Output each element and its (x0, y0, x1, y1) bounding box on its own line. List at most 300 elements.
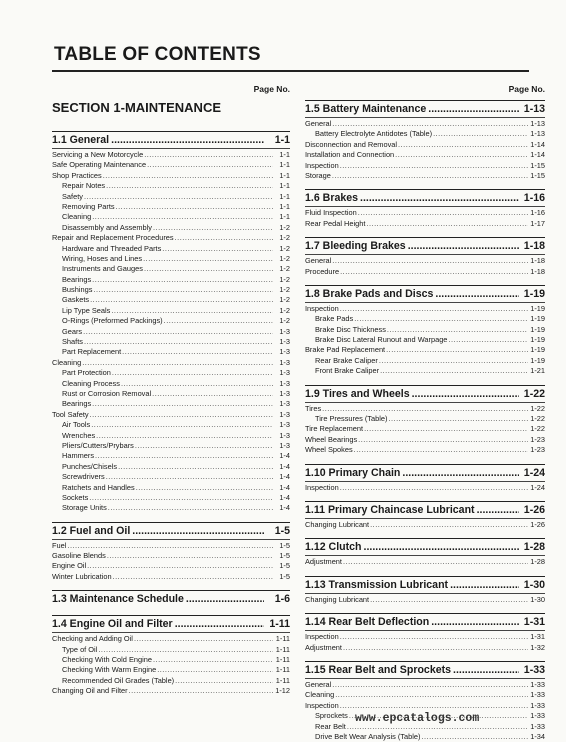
toc-entry[interactable] (52, 634, 290, 644)
toc-entry[interactable] (52, 327, 290, 337)
dot-leader (98, 645, 273, 655)
dot-leader (107, 551, 273, 561)
entry-page: 1-21 (530, 366, 545, 376)
subsection-heading[interactable] (305, 287, 545, 302)
dot-leader (121, 379, 273, 389)
entry-page: 1-33 (530, 700, 545, 710)
page-no-label-left: Page No. (253, 84, 290, 94)
entry-page: 1-19 (530, 314, 545, 324)
toc-entry[interactable] (305, 366, 545, 376)
entry-label: Drive Belt Wear Analysis (Table) (315, 731, 421, 741)
toc-entry[interactable] (305, 632, 545, 642)
toc-entry[interactable] (305, 445, 545, 455)
dot-leader (408, 239, 519, 254)
dot-leader (82, 358, 273, 368)
toc-entry[interactable] (305, 701, 545, 711)
subsection-page: 1-26 (523, 503, 545, 516)
toc-entry[interactable] (305, 356, 545, 366)
entry-label: Cleaning (305, 690, 335, 700)
dot-leader (431, 615, 519, 630)
entry-label: Tire Replacement (305, 424, 364, 434)
entry-page: 1-32 (530, 642, 545, 652)
dot-leader (143, 254, 273, 264)
entry-label: Sprockets (315, 711, 348, 721)
dot-leader (332, 256, 528, 266)
entry-label: Sockets (62, 492, 89, 502)
toc-entry[interactable] (52, 665, 290, 675)
toc-entry[interactable] (305, 150, 545, 160)
entry-page: 1-3 (279, 357, 290, 367)
dot-leader (116, 202, 273, 212)
dot-leader (380, 366, 528, 376)
toc-entry[interactable] (305, 140, 545, 150)
toc-entry[interactable] (305, 680, 545, 690)
toc-entry[interactable] (52, 337, 290, 347)
subsection-rule (305, 630, 545, 631)
toc-entry[interactable] (305, 314, 545, 324)
subsection-heading[interactable] (305, 239, 545, 254)
entry-page: 1-31 (530, 632, 545, 642)
subsection-title: 1.3 Maintenance Schedule (52, 593, 184, 606)
dot-leader (90, 410, 273, 420)
toc-entry[interactable] (52, 212, 290, 222)
entry-page: 1-2 (279, 264, 290, 274)
subsection-heading[interactable] (305, 191, 545, 206)
entry-page: 1-5 (279, 551, 290, 561)
entry-page: 1-1 (279, 170, 290, 180)
toc-entry[interactable] (52, 316, 290, 326)
entry-page: 1-4 (279, 492, 290, 502)
entry-page: 1-23 (530, 445, 545, 455)
subsection-title: 1.2 Fuel and Oil (52, 524, 131, 537)
toc-entry[interactable] (305, 424, 545, 434)
entry-page: 1-34 (530, 731, 545, 741)
entry-page: 1-19 (530, 355, 545, 365)
entry-page: 1-3 (279, 388, 290, 398)
entry-label: Tires (305, 403, 322, 413)
entry-label: General (305, 679, 332, 689)
entry-page: 1-3 (279, 347, 290, 357)
dot-leader (477, 503, 519, 518)
toc-entry[interactable] (305, 595, 545, 605)
dot-leader (84, 337, 273, 347)
toc-subsection (52, 590, 290, 607)
toc-entry[interactable] (52, 399, 290, 409)
entry-page: 1-13 (530, 129, 545, 139)
subsection-rule (305, 678, 545, 679)
toc-entry[interactable] (305, 435, 545, 445)
toc-entry[interactable] (52, 233, 290, 243)
subsection-heading[interactable] (305, 578, 545, 593)
dot-leader (175, 233, 273, 243)
dot-leader (332, 171, 528, 181)
subsection-page: 1-33 (523, 663, 545, 676)
dot-leader (340, 701, 528, 711)
entry-page: 1-3 (279, 368, 290, 378)
dot-leader (144, 150, 273, 160)
toc-entry[interactable] (52, 181, 290, 191)
dot-leader (92, 399, 273, 409)
toc-entry[interactable] (305, 483, 545, 493)
dot-leader (450, 578, 519, 593)
toc-entry[interactable] (52, 572, 290, 582)
toc-entry[interactable] (305, 690, 545, 700)
toc-subsection (52, 522, 290, 583)
entry-label: Disconnection and Removal (305, 139, 398, 149)
toc-entry[interactable] (52, 358, 290, 368)
dot-leader (108, 503, 273, 513)
entry-label: Changing Oil and Filter (52, 686, 128, 696)
dot-leader (354, 314, 528, 324)
entry-label: Instruments and Gauges (62, 264, 143, 274)
entry-label: Type of Oil (62, 644, 98, 654)
toc-entry[interactable] (305, 325, 545, 335)
subsection-heading[interactable] (305, 663, 545, 678)
entry-page: 1-33 (530, 679, 545, 689)
dot-leader (153, 655, 273, 665)
toc-subsection (305, 661, 545, 742)
subsection-heading[interactable] (52, 592, 290, 607)
entry-page: 1-19 (530, 303, 545, 313)
dot-leader (112, 368, 273, 378)
entry-label: Procedure (305, 266, 340, 276)
entry-page: 1-2 (279, 305, 290, 315)
toc-entry[interactable] (305, 304, 545, 314)
dot-leader (343, 643, 528, 653)
subsection-title: 1.13 Transmission Lubricant (305, 578, 449, 591)
dot-leader (89, 493, 273, 503)
toc-entry[interactable] (305, 208, 545, 218)
entry-label: Lip Type Seals (62, 305, 111, 315)
subsection-heading[interactable] (52, 524, 290, 539)
subsection-page: 1-11 (269, 618, 290, 631)
entry-page: 1-24 (530, 482, 545, 492)
toc-entry[interactable] (52, 389, 290, 399)
toc-entry[interactable] (52, 275, 290, 285)
entry-page: 1-14 (530, 139, 545, 149)
toc-entry[interactable] (52, 202, 290, 212)
entry-label: Bushings (62, 285, 93, 295)
dot-leader (386, 345, 528, 355)
toc-entry[interactable] (52, 676, 290, 686)
entry-page: 1-19 (530, 324, 545, 334)
toc-entry[interactable] (52, 472, 290, 482)
toc-entry[interactable] (305, 267, 545, 277)
toc-entry[interactable] (305, 219, 545, 229)
toc-entry[interactable] (52, 347, 290, 357)
subsection-page: 1-13 (523, 103, 545, 115)
entry-label: Servicing a New Motorcycle (52, 150, 144, 159)
dot-leader (106, 181, 273, 191)
entry-page: 1-1 (279, 201, 290, 211)
entry-page: 1-11 (275, 634, 290, 644)
toc-entry[interactable] (52, 551, 290, 561)
entry-page: 1-3 (279, 337, 290, 347)
entry-page: 1-33 (530, 721, 545, 731)
dot-leader (421, 732, 528, 742)
subsection-rule (305, 254, 545, 255)
toc-entry[interactable] (305, 643, 545, 653)
toc-entry[interactable] (52, 192, 290, 202)
entry-page: 1-11 (275, 644, 290, 654)
subsection-title: 1.5 Battery Maintenance (305, 103, 427, 115)
subsection-rule (52, 539, 290, 540)
entry-page: 1-2 (279, 253, 290, 263)
dot-leader (186, 592, 264, 607)
toc-entry[interactable] (52, 410, 290, 420)
toc-entry[interactable] (52, 431, 290, 441)
subsection-heading[interactable] (305, 102, 545, 117)
subsection-heading[interactable] (305, 503, 545, 518)
subsection-rule (305, 117, 545, 118)
entry-page: 1-2 (279, 243, 290, 253)
entry-page: 1-30 (530, 594, 545, 604)
toc-entry[interactable] (52, 295, 290, 305)
dot-leader (332, 680, 528, 690)
entry-label: Wheel Bearings (305, 434, 358, 444)
dot-leader (103, 171, 273, 181)
subsection-page: 1-18 (523, 240, 545, 253)
toc-entry[interactable] (305, 256, 545, 266)
subsection-title: 1.8 Brake Pads and Discs (305, 287, 434, 300)
dot-leader (412, 387, 519, 402)
toc-entry[interactable] (305, 129, 545, 139)
toc-entry[interactable] (52, 264, 290, 274)
entry-page: 1-2 (279, 233, 290, 243)
entry-label: Checking With Warm Engine (62, 665, 157, 675)
subsection-page: 1-5 (274, 524, 290, 537)
entry-label: Cleaning (52, 357, 82, 367)
dot-leader (370, 520, 528, 530)
dot-leader (448, 335, 528, 345)
toc-entry[interactable] (52, 493, 290, 503)
toc-entry[interactable] (52, 541, 290, 551)
entry-label: Inspection (305, 700, 339, 710)
dot-leader (152, 389, 273, 399)
entry-label: Hammers (62, 451, 95, 461)
entry-label: Hardware and Threaded Parts (62, 243, 162, 253)
toc-entry[interactable] (52, 462, 290, 472)
toc-entry[interactable] (52, 655, 290, 665)
toc-entry[interactable] (52, 150, 290, 160)
toc-entry[interactable] (305, 414, 545, 424)
toc-entry[interactable] (52, 379, 290, 389)
dot-leader (83, 327, 273, 337)
toc-entry[interactable] (305, 557, 545, 567)
entry-page: 1-19 (530, 335, 545, 345)
toc-entry[interactable] (52, 561, 290, 571)
subsection-heading[interactable] (305, 387, 545, 402)
dot-leader (111, 133, 264, 148)
dot-leader (147, 160, 273, 170)
entry-page: 1-5 (279, 571, 290, 581)
entry-label: Wheel Spokes (305, 445, 353, 455)
entry-label: Inspection (305, 632, 339, 642)
entry-label: Punches/Chisels (62, 461, 118, 471)
toc-entry[interactable] (52, 451, 290, 461)
dot-leader (388, 414, 528, 424)
dot-leader (111, 306, 273, 316)
toc-entry[interactable] (52, 306, 290, 316)
subsection-page: 1-16 (523, 192, 545, 205)
toc-entry[interactable] (52, 420, 290, 430)
subsection-heading[interactable] (52, 617, 290, 632)
dot-leader (340, 483, 528, 493)
entry-page: 1-28 (530, 557, 545, 567)
dot-leader (118, 462, 273, 472)
entry-page: 1-16 (530, 208, 545, 218)
section-title: SECTION 1-MAINTENANCE (52, 100, 222, 115)
entry-page: 1-22 (530, 414, 545, 424)
dot-leader (340, 161, 528, 171)
dot-leader (332, 119, 528, 129)
subsection-rule (305, 206, 545, 207)
subsection-title: 1.11 Primary Chaincase Lubricant (305, 503, 475, 516)
toc-entry[interactable] (52, 160, 290, 170)
entry-label: Shop Practices (52, 170, 102, 180)
dot-leader (67, 541, 273, 551)
toc-subsection (305, 464, 545, 493)
dot-leader (164, 316, 273, 326)
page-no-label-right: Page No. (508, 84, 545, 94)
dot-leader (354, 445, 528, 455)
entry-label: Rear Brake Caliper (315, 355, 378, 365)
entry-label: Rust or Corrosion Removal (62, 388, 152, 398)
toc-subsection (305, 100, 545, 181)
entry-page: 1-2 (279, 285, 290, 295)
dot-leader (92, 212, 273, 222)
subsection-heading[interactable] (52, 133, 290, 148)
entry-label: Adjustment (305, 557, 342, 567)
toc-entry[interactable] (305, 335, 545, 345)
entry-label: Gaskets (62, 295, 90, 305)
entry-page: 1-22 (530, 403, 545, 413)
dot-leader (175, 617, 264, 632)
dot-leader (96, 431, 273, 441)
toc-entry[interactable] (52, 483, 290, 493)
subsection-rule (305, 518, 545, 519)
subsection-title: 1.9 Tires and Wheels (305, 387, 410, 400)
dot-leader (144, 264, 273, 274)
subsection-heading[interactable] (305, 540, 545, 555)
toc-entry[interactable] (52, 441, 290, 451)
toc-entry[interactable] (52, 223, 290, 233)
entry-label: Ratchets and Handles (62, 482, 135, 492)
toc-entry[interactable] (52, 645, 290, 655)
toc-entry[interactable] (305, 520, 545, 530)
entry-label: Shafts (62, 337, 83, 347)
entry-label: Fuel (52, 540, 67, 550)
entry-page: 1-19 (530, 345, 545, 355)
dot-leader (395, 150, 528, 160)
toc-subsection (52, 615, 290, 696)
entry-label: Air Tools (62, 420, 91, 430)
entry-page: 1-4 (279, 503, 290, 513)
entry-label: Rear Pedal Height (305, 218, 366, 228)
dot-leader (106, 472, 273, 482)
toc-subsection (305, 189, 545, 229)
entry-label: Inspection (305, 482, 339, 492)
entry-label: Safety (62, 191, 83, 201)
entry-page: 1-23 (530, 434, 545, 444)
dot-leader (87, 561, 273, 571)
entry-label: General (305, 119, 332, 128)
entry-label: Cleaning (62, 212, 92, 222)
dot-leader (402, 466, 519, 481)
entry-page: 1-13 (530, 119, 545, 128)
toc-subsection (305, 538, 545, 567)
subsection-title: 1.14 Rear Belt Deflection (305, 616, 430, 629)
entry-page: 1-3 (279, 399, 290, 409)
entry-label: Bearings (62, 274, 92, 284)
toc-entry[interactable] (52, 686, 290, 696)
entry-label: Adjustment (305, 642, 342, 652)
entry-page: 1-3 (279, 440, 290, 450)
entry-page: 1-33 (530, 690, 545, 700)
dot-leader (134, 634, 273, 644)
entry-page: 1-12 (275, 686, 290, 696)
dot-leader (113, 572, 273, 582)
toc-entry[interactable] (52, 503, 290, 513)
toc-subsection (305, 501, 545, 530)
toc-entry[interactable] (305, 161, 545, 171)
toc-entry[interactable] (305, 732, 545, 742)
dot-leader (84, 192, 273, 202)
subsection-title: 1.12 Clutch (305, 541, 362, 554)
entry-label: Battery Electrolyte Antidotes (Table) (315, 129, 433, 139)
toc-entry[interactable] (52, 244, 290, 254)
entry-label: Bearings (62, 399, 92, 409)
dot-leader (364, 424, 528, 434)
entry-page: 1-4 (279, 472, 290, 482)
entry-page: 1-5 (279, 561, 290, 571)
entry-page: 1-3 (279, 430, 290, 440)
subsection-page: 1-31 (523, 616, 545, 629)
entry-label: Storage Units (62, 503, 107, 513)
entry-page: 1-11 (275, 675, 290, 685)
toc-entry[interactable] (305, 404, 545, 414)
subsection-page: 1-6 (274, 593, 290, 606)
subsection-heading[interactable] (305, 615, 545, 630)
entry-page: 1-14 (530, 150, 545, 160)
toc-entry[interactable] (52, 171, 290, 181)
dot-leader (453, 663, 519, 678)
dot-leader (122, 347, 273, 357)
toc-entry[interactable] (305, 119, 545, 129)
subsection-page: 1-24 (523, 466, 545, 479)
left-entries (52, 131, 290, 697)
entry-page: 1-18 (530, 266, 545, 276)
toc-entry[interactable] (305, 171, 545, 181)
entry-label: Checking With Cold Engine (62, 655, 152, 665)
subsection-heading[interactable] (305, 466, 545, 481)
title-rule (52, 70, 529, 72)
dot-leader (95, 451, 273, 461)
entry-label: Tire Pressures (Table) (315, 414, 388, 424)
toc-entry[interactable] (52, 285, 290, 295)
dot-leader (90, 295, 273, 305)
entry-label: Front Brake Caliper (315, 366, 380, 376)
entry-label: Part Protection (62, 368, 111, 378)
toc-entry[interactable] (305, 345, 545, 355)
toc-entry[interactable] (52, 254, 290, 264)
entry-page: 1-4 (279, 461, 290, 471)
subsection-title: 1.7 Bleeding Brakes (305, 240, 406, 253)
dot-leader (340, 267, 528, 277)
subsection-page: 1-1 (274, 134, 290, 146)
subsection-title: 1.10 Primary Chain (305, 466, 401, 479)
toc-entry[interactable] (52, 368, 290, 378)
